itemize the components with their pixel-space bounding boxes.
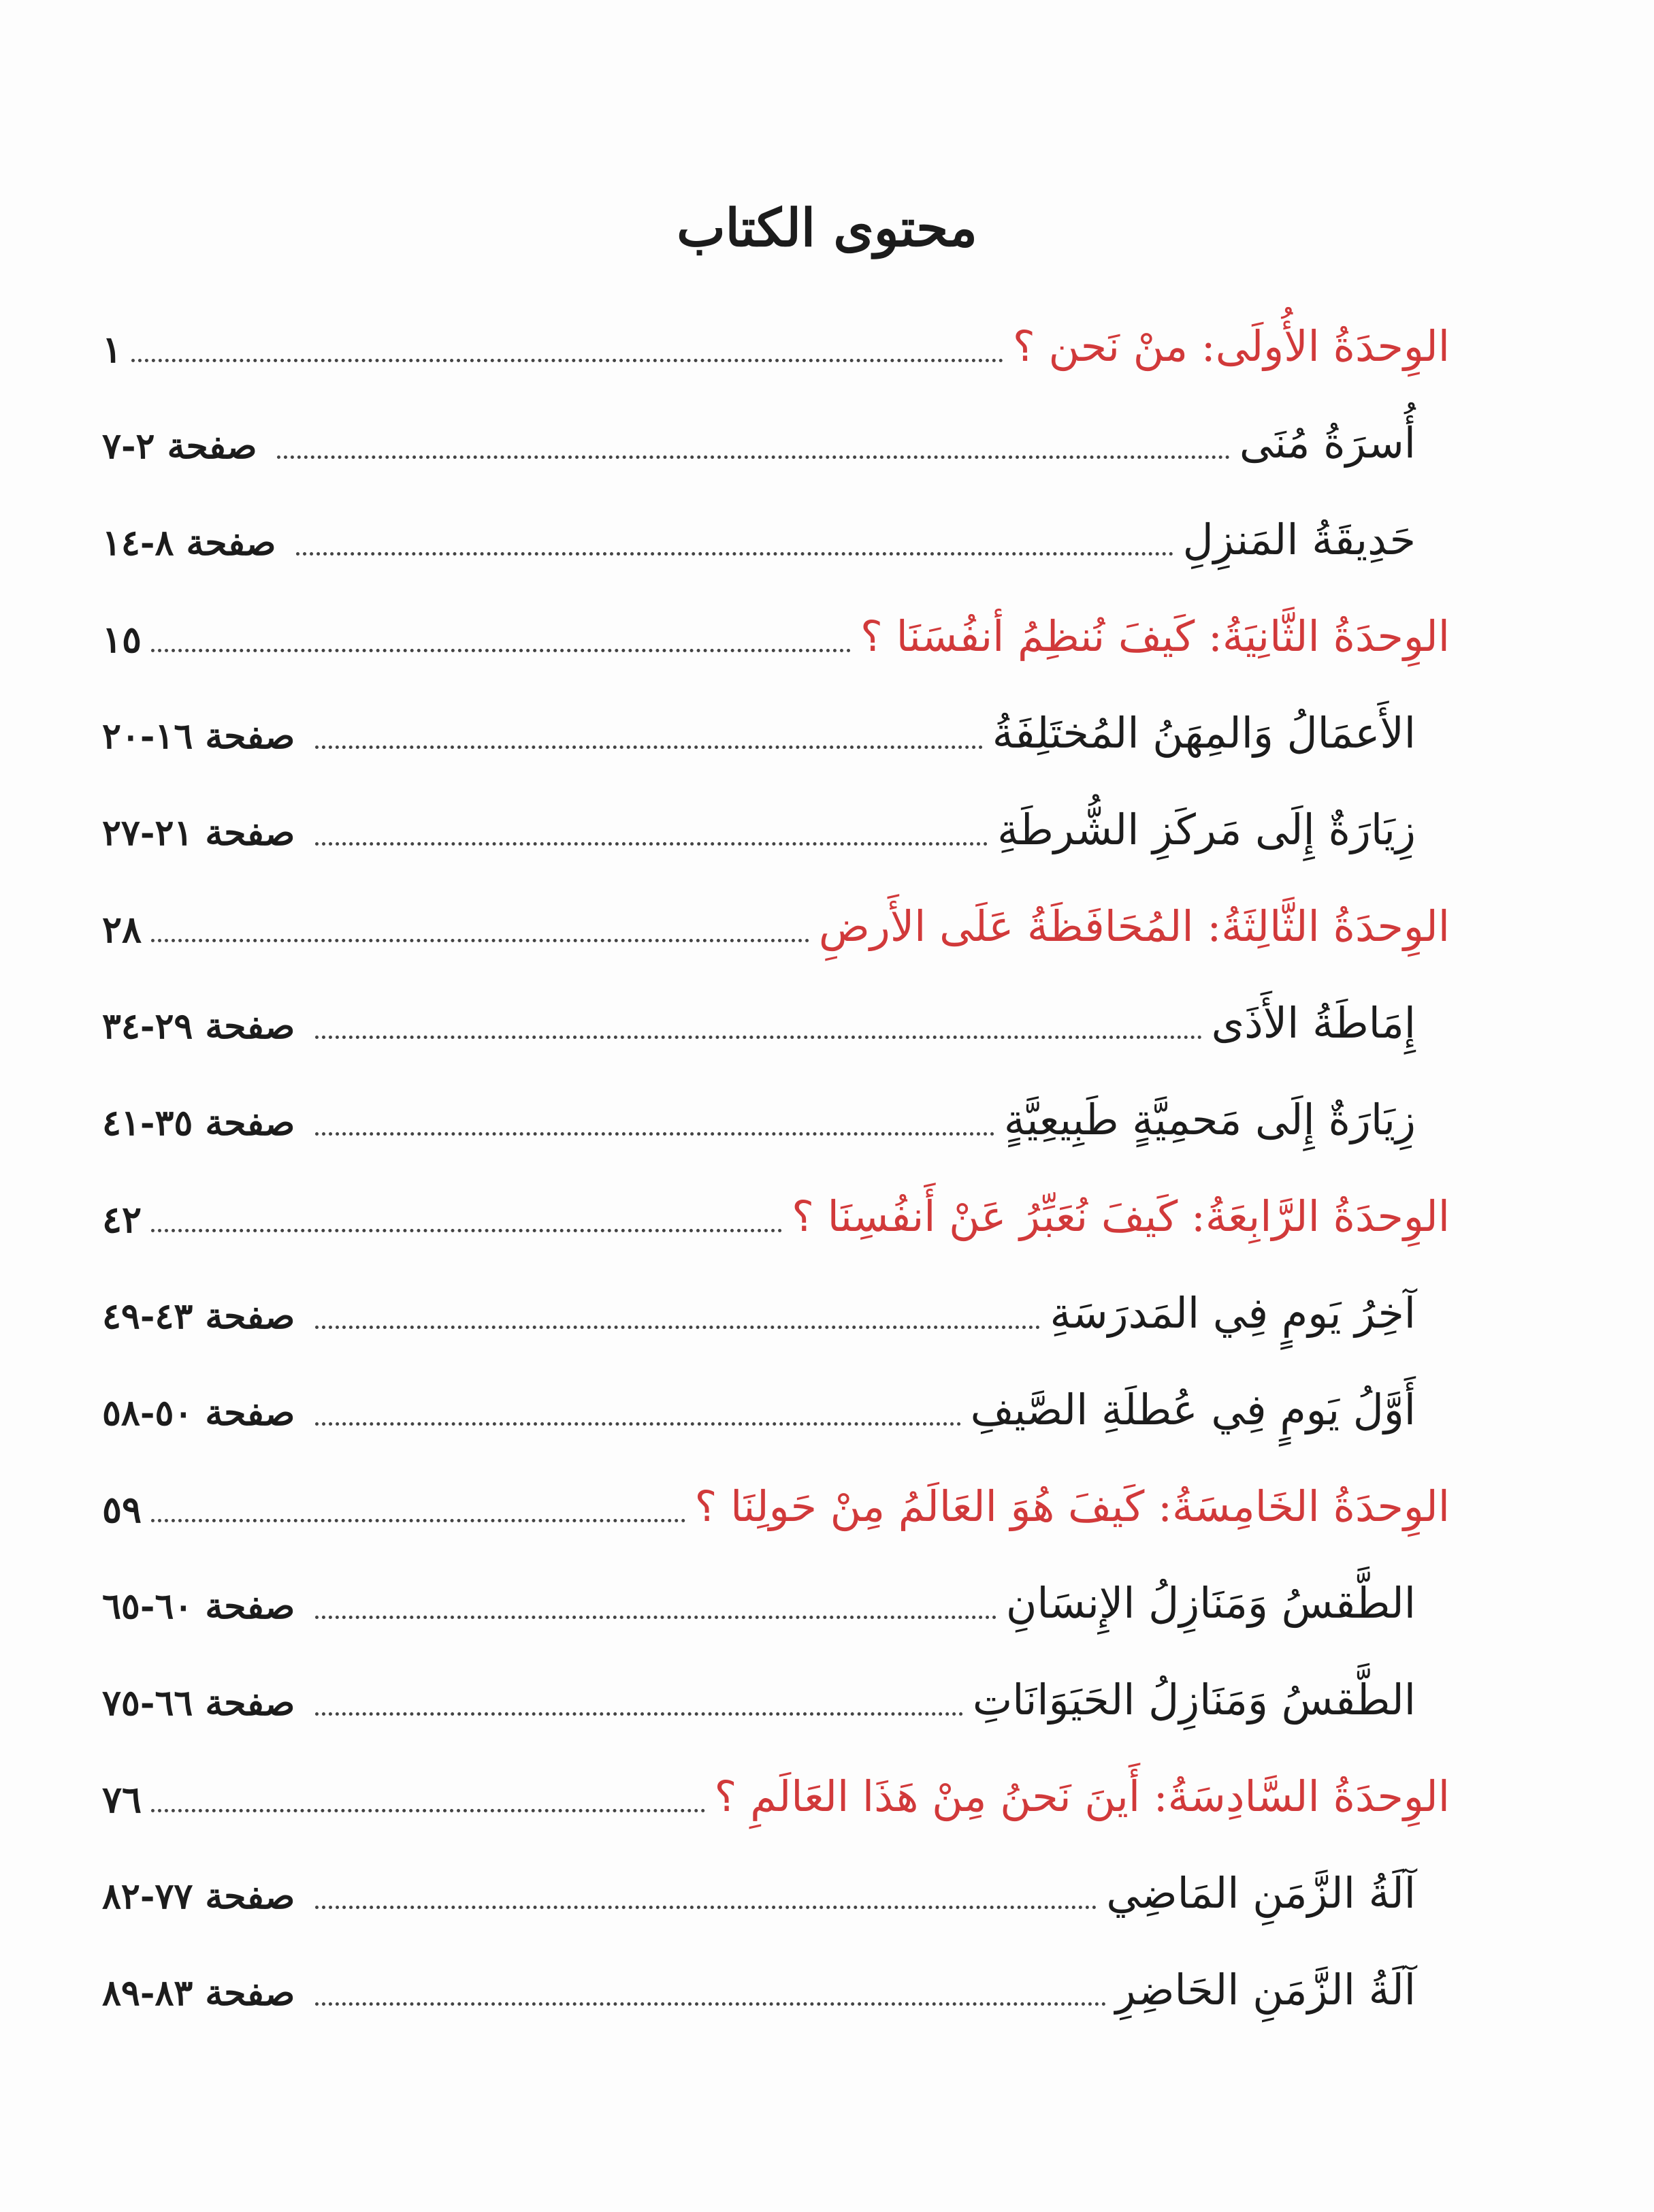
lesson-page-range: صفحة ٧٧-٨٢ — [102, 1876, 295, 1917]
toc-lesson[interactable] — [102, 479, 1450, 576]
dot-leader — [315, 1326, 1040, 1329]
lesson-page-range: صفحة ٢-٧ — [102, 426, 257, 467]
unit-title: الوِحدَةُ السَّادِسَةُ: أَينَ نَحنُ مِنْ هَذَا العَالَمِ ؟ — [714, 1772, 1450, 1821]
dot-leader — [151, 1519, 685, 1522]
lesson-page-range: صفحة ٤٣-٤٩ — [102, 1296, 295, 1337]
dot-leader — [151, 939, 809, 942]
toc-lesson[interactable] — [102, 1253, 1450, 1349]
lesson-title: زِيَارَةٌ إِلَى مَركَزِ الشُّرطَةِ — [997, 805, 1416, 854]
unit-page-number: ٧٦ — [102, 1778, 142, 1821]
lesson-title: أُسرَةُ مُنَى — [1239, 418, 1416, 468]
toc-unit-5[interactable] — [102, 1446, 1450, 1543]
unit-page-number: ٥٩ — [102, 1488, 142, 1531]
unit-page-number: ٤٢ — [102, 1198, 142, 1241]
unit-title: الوِحدَةُ الرَّابِعَةُ: كَيفَ نُعَبِّرُ عَنْ أَنفُسِنَا ؟ — [792, 1191, 1450, 1241]
dot-leader — [315, 746, 982, 749]
toc-unit-2[interactable] — [102, 576, 1450, 673]
dot-leader — [151, 1809, 705, 1812]
dot-leader — [315, 1422, 960, 1426]
lesson-title: الأَعمَالُ وَالمِهَنُ المُختَلِفَةُ — [992, 708, 1416, 758]
toc-unit-4[interactable] — [102, 1156, 1450, 1253]
unit-title: الوِحدَةُ الأُولَى: منْ نَحن ؟ — [1012, 321, 1450, 371]
lesson-title: آلَةُ الزَّمَنِ الحَاضِرِ — [1115, 1965, 1416, 2015]
toc-lesson[interactable] — [102, 1639, 1450, 1736]
dot-leader — [296, 552, 1173, 556]
toc-unit-1[interactable] — [102, 286, 1450, 383]
toc-lesson[interactable] — [102, 1349, 1450, 1446]
lesson-title: الطَّقسُ وَمَنَازِلُ الإِنسَانِ — [1005, 1578, 1416, 1628]
dot-leader — [131, 359, 1003, 362]
lesson-page-range: صفحة ٨-١٤ — [102, 522, 276, 564]
lesson-page-range: صفحة ٦٦-٧٥ — [102, 1682, 295, 1724]
toc-unit-6[interactable] — [102, 1736, 1450, 1833]
lesson-page-range: صفحة ٥٠-٥٨ — [102, 1392, 295, 1434]
dot-leader — [315, 1616, 996, 1619]
lesson-title: آلَةُ الزَّمَنِ المَاضِي — [1106, 1868, 1416, 1918]
dot-leader — [151, 1229, 782, 1232]
lesson-page-range: صفحة ٦٠-٦٥ — [102, 1586, 295, 1627]
table-of-contents — [102, 286, 1450, 2026]
dot-leader — [315, 1036, 1201, 1039]
dot-leader — [315, 2002, 1105, 2006]
lesson-page-range: صفحة ١٦-٢٠ — [102, 716, 295, 757]
unit-page-number: ١ — [102, 327, 123, 371]
lesson-title: حَدِيقَةُ المَنزِلِ — [1182, 515, 1416, 564]
lesson-title: إِمَاطَةُ الأَذَى — [1211, 998, 1416, 1048]
lesson-title: الطَّقسُ وَمَنَازِلُ الحَيَوَانَاتِ — [972, 1675, 1416, 1725]
unit-page-number: ١٥ — [102, 618, 142, 661]
dot-leader — [315, 1132, 994, 1136]
toc-lesson[interactable] — [102, 1929, 1450, 2026]
toc-lesson[interactable] — [102, 963, 1450, 1059]
toc-lesson[interactable] — [102, 1059, 1450, 1156]
lesson-page-range: صفحة ٢٩-٣٤ — [102, 1006, 295, 1047]
unit-title: الوِحدَةُ الثَّالِثَةُ: المُحَافَظَةُ عَلَى الأَرضِ — [818, 901, 1450, 951]
dot-leader — [315, 1712, 963, 1716]
unit-title: الوِحدَةُ الثَّانِيَةُ: كَيفَ نُنظِمُ أنفُسَنَا ؟ — [860, 611, 1450, 661]
dot-leader — [277, 455, 1229, 459]
toc-lesson[interactable] — [102, 383, 1450, 479]
dot-leader — [315, 842, 988, 846]
unit-page-number: ٢٨ — [102, 908, 142, 951]
dot-leader — [151, 649, 851, 652]
toc-lesson[interactable] — [102, 1543, 1450, 1639]
toc-lesson[interactable] — [102, 1833, 1450, 1929]
lesson-page-range: صفحة ٢١-٢٧ — [102, 812, 295, 854]
lesson-page-range: صفحة ٨٣-٨٩ — [102, 1972, 295, 2014]
dot-leader — [315, 1906, 1097, 1909]
unit-title: الوِحدَةُ الخَامِسَةُ: كَيفَ هُوَ العَالَمُ مِنْ حَولِنَا ؟ — [694, 1481, 1450, 1531]
toc-lesson[interactable] — [102, 673, 1450, 769]
page-title: محتوى الكتاب — [677, 197, 977, 258]
lesson-title: زِيَارَةٌ إِلَى مَحمِيَّةٍ طَبِيعِيَّةٍ — [1003, 1095, 1416, 1144]
toc-unit-3[interactable] — [102, 866, 1450, 963]
lesson-title: آخِرُ يَومٍ فِي المَدرَسَةِ — [1050, 1288, 1416, 1338]
lesson-page-range: صفحة ٣٥-٤١ — [102, 1102, 295, 1144]
lesson-title: أَوَّلُ يَومٍ فِي عُطلَةِ الصَّيفِ — [970, 1385, 1416, 1434]
toc-lesson[interactable] — [102, 769, 1450, 866]
